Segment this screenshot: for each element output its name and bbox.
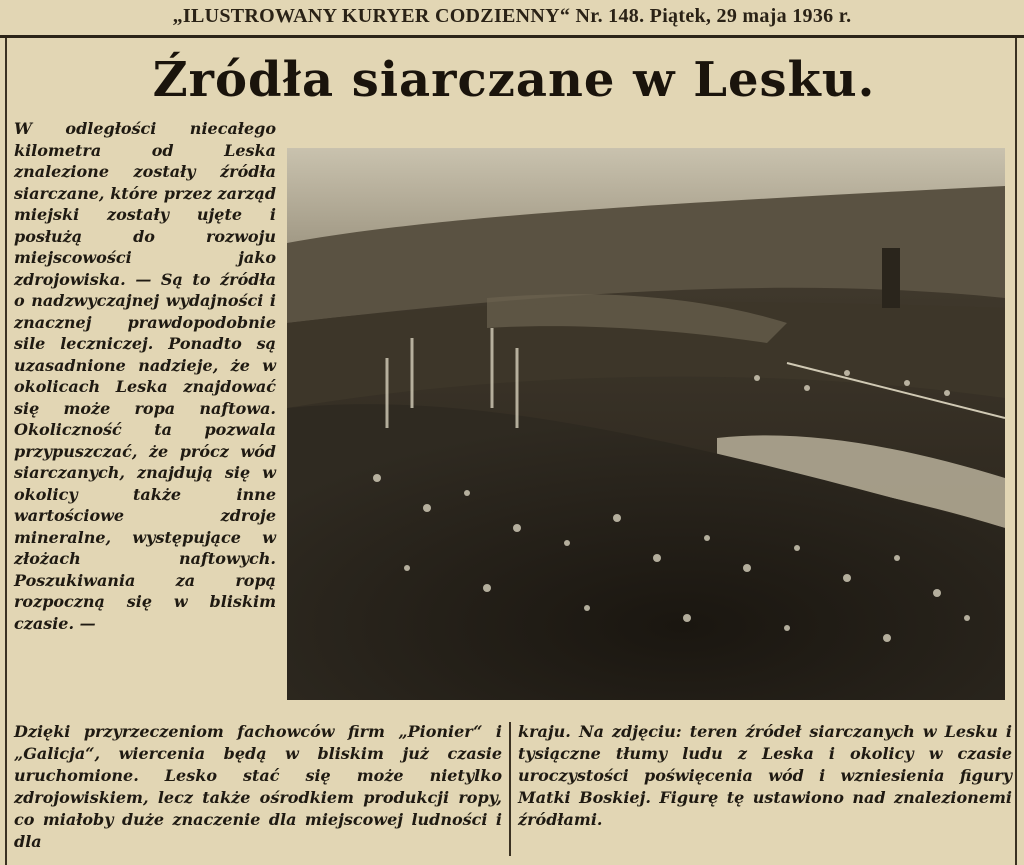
photo-caption: kraju. Na zdjęciu: teren źródeł siarczanych w Lesku i tysiączne tłumy ludu z Leska i okolicy w czasie uroczystości poświęcenia wód i wzniesienia figury Matki Boskiej. Figurę tę ustawiono nad znalezionemi źródłami. xyxy=(518,722,1012,829)
lead-paragraph: W odległości niecałego kilometra od Leska znalezione zostały źródła siarczane, które przez zarząd miejski zostały ujęte i posłużą do rozwoju miejscowości jako zdrojowiska. — Są to źródła o nadzwyczajnej wydajności i znacznej prawdopodobnie sile leczniczej. Ponadto są uzasadnione nadzieje, że w okolicach Leska znajdować się może ropa naftowa. Okoliczność ta pozwala przypuszczać, że prócz wód siarczanych, znajdują się w okolicy także inne wartościowe zdroje mineralne, występujące w złożach naftowych. Poszukiwania za ropą rozpoczną się w bliskim czasie. — xyxy=(14,119,276,633)
article-headline: Źródła siarczane w Lesku. xyxy=(152,52,876,108)
frame-right-border xyxy=(1015,38,1017,865)
continuation-paragraph: Dzięki przyrzeczeniom fachowców firm „Pionier“ i „Galicja“, wiercenia będą w bliskim już czasie uruchomione. Lesko stać się może nietylko zdrojowiskiem, lecz także ośrodkiem produkcji ropy, co miałoby duże znaczenie dla miejscowej ludności i dla xyxy=(14,722,502,851)
masthead-rule xyxy=(0,35,1024,38)
column-divider xyxy=(509,722,511,856)
frame-left-border xyxy=(5,38,7,865)
photo-crowd-at-springs xyxy=(287,148,1005,700)
article-photo xyxy=(287,148,1005,700)
masthead: „ILUSTROWANY KURYER CODZIENNY“ Nr. 148. Piątek, 29 maja 1936 r. xyxy=(172,5,852,27)
